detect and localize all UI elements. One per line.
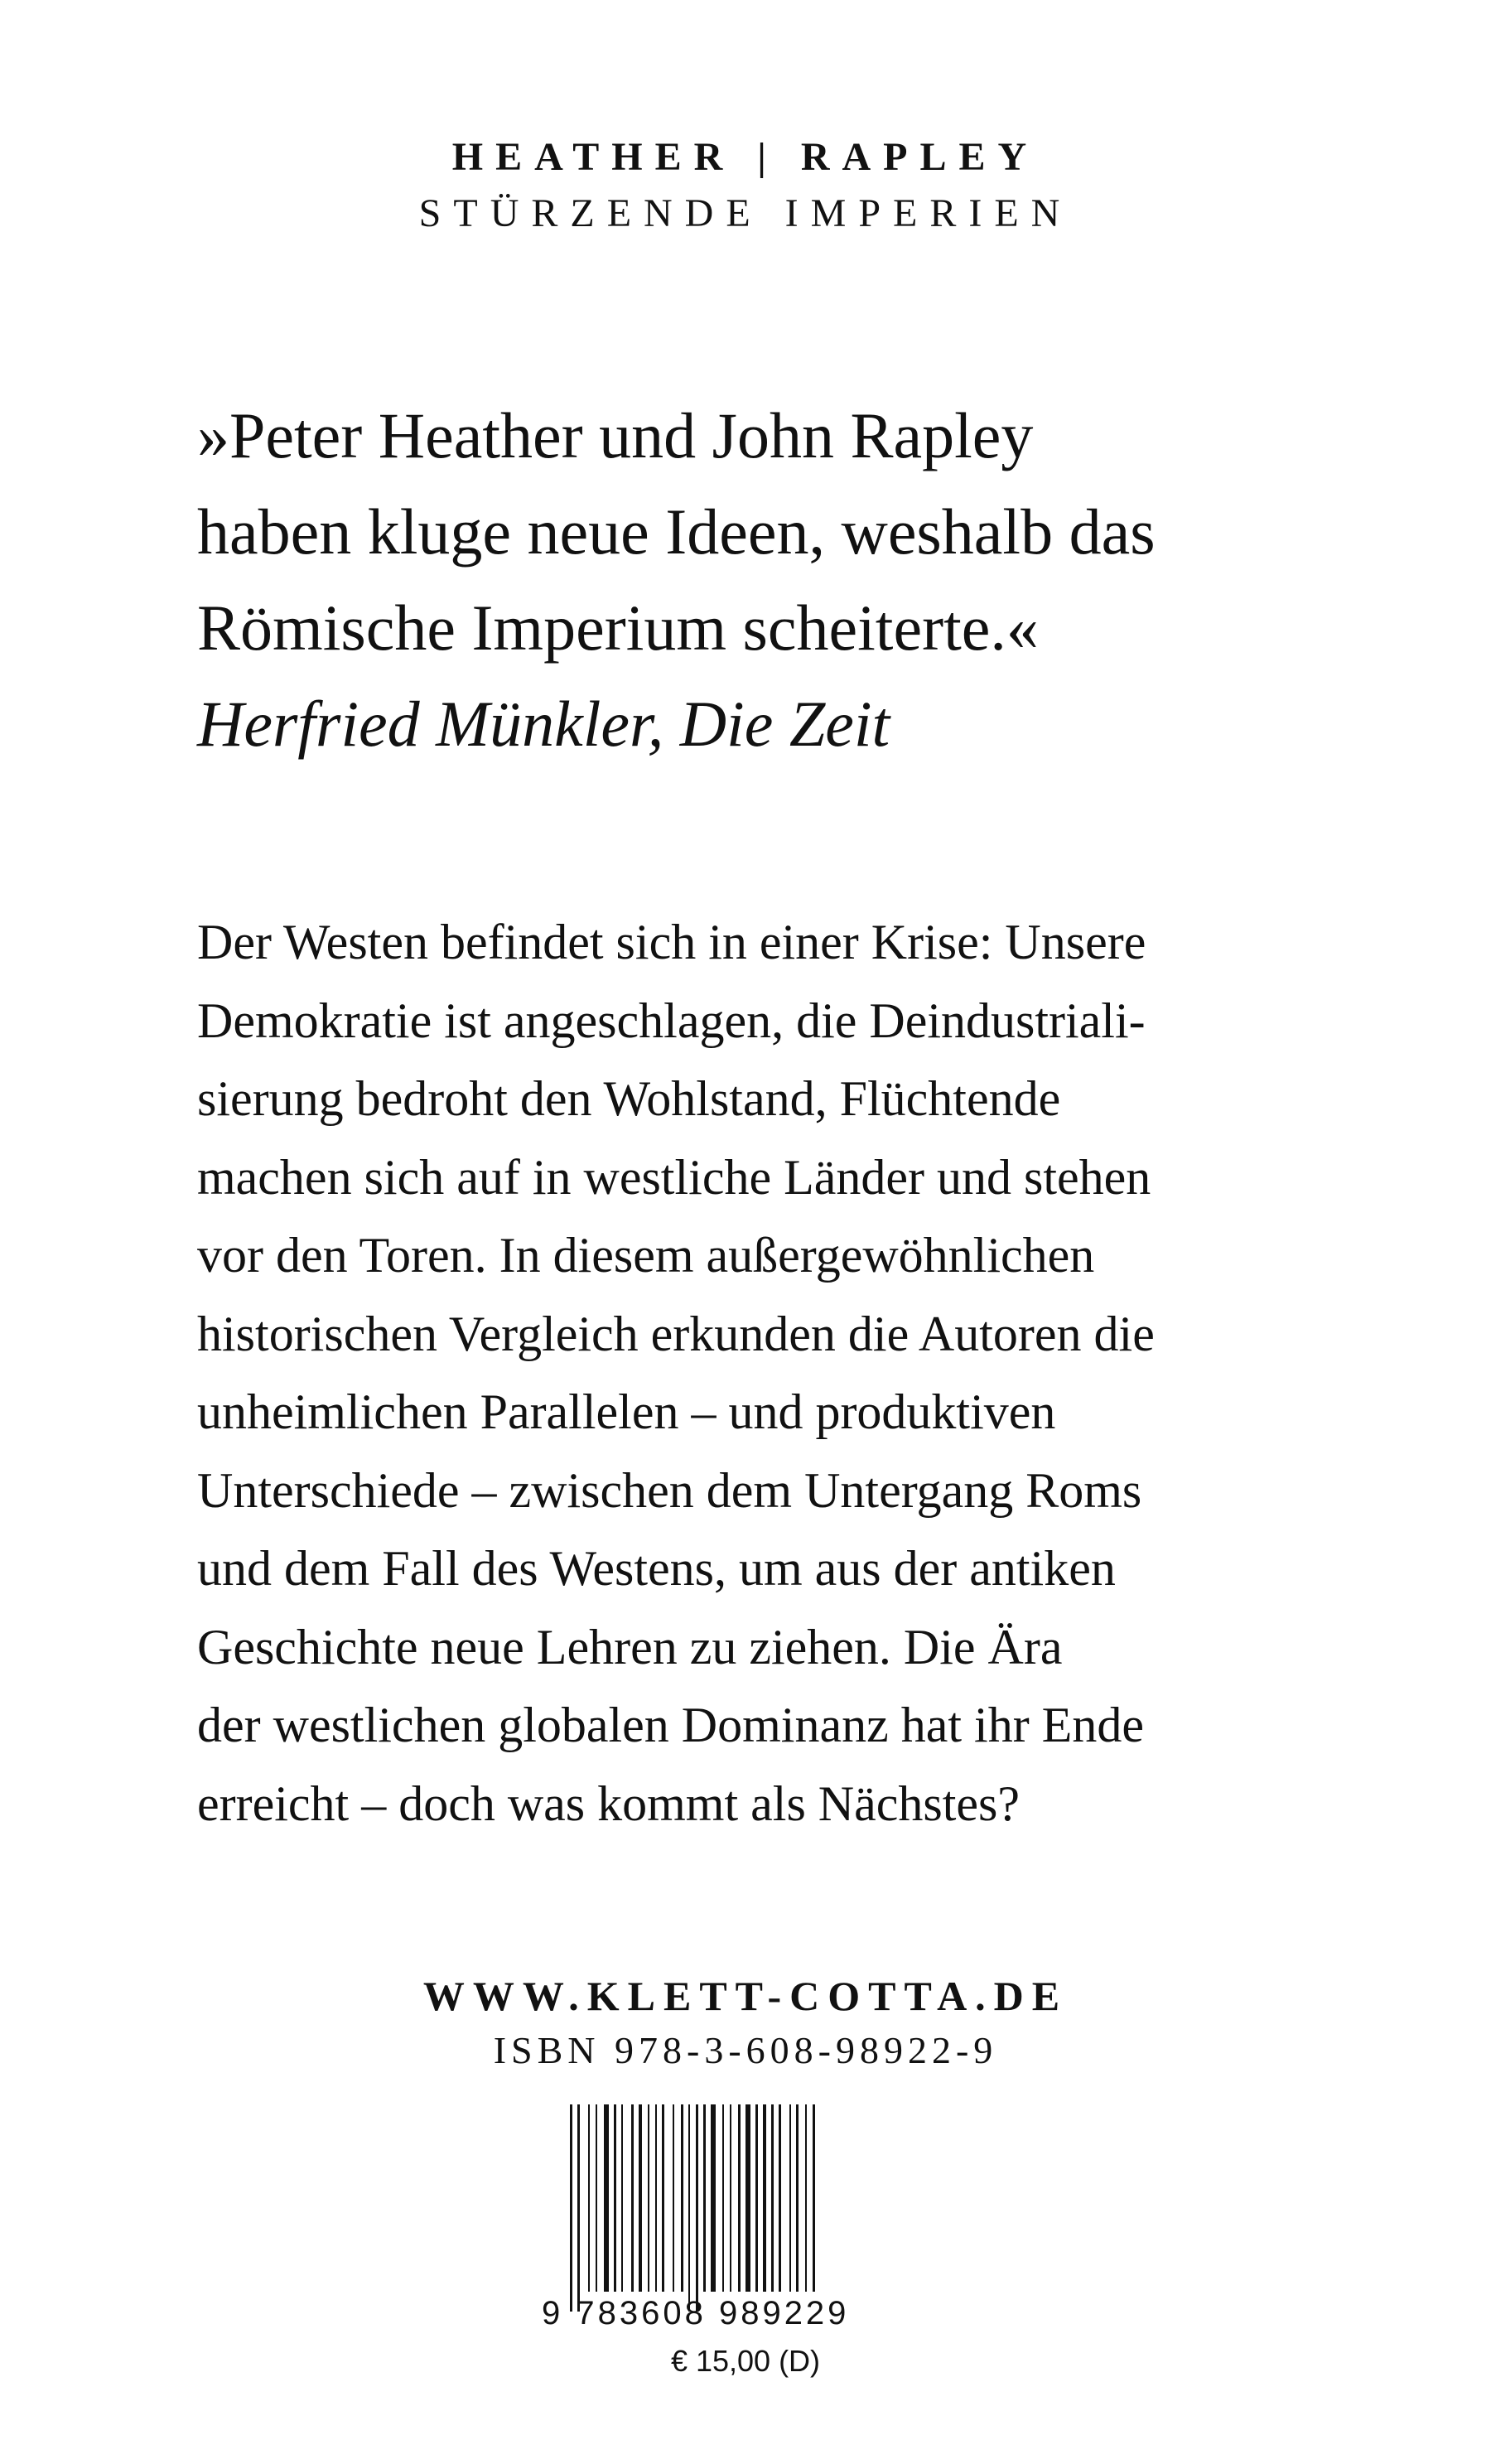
blurb-line: Demokratie ist angeschlagen, die Deindustriali-	[197, 993, 1146, 1048]
barcode-bar	[639, 2104, 642, 2292]
barcode	[542, 2104, 956, 2331]
barcode-bar	[588, 2104, 590, 2292]
quote-line: Römische Imperium scheiterte.«	[197, 592, 1039, 664]
blurb-line: und dem Fall des Westens, um aus der antiken	[197, 1541, 1116, 1596]
blurb-line: Geschichte neue Lehren zu ziehen. Die Ära	[197, 1619, 1063, 1674]
barcode-bar	[662, 2104, 664, 2292]
barcode-digits: 9 783608 989229	[542, 2295, 850, 2331]
barcode-bar	[631, 2104, 634, 2292]
blurb-line: erreicht – doch was kommt als Nächstes?	[197, 1776, 1021, 1831]
barcode-bar	[604, 2104, 609, 2292]
barcode-bar	[738, 2104, 741, 2292]
barcode-bar	[730, 2104, 731, 2292]
blurb-paragraph	[197, 903, 1423, 1843]
blurb-line: historischen Vergleich erkunden die Autoren die	[197, 1306, 1155, 1361]
barcode-bar	[688, 2104, 690, 2312]
barcode-bar	[746, 2104, 750, 2292]
barcode-bar	[789, 2104, 791, 2292]
book-title: STÜRZENDE IMPERIEN	[418, 191, 1073, 235]
barcode-bar	[805, 2104, 807, 2292]
barcode-bar	[813, 2104, 815, 2292]
barcode-bar	[796, 2104, 799, 2292]
blurb-line: der westlichen globalen Dominanz hat ihr Ende	[197, 1698, 1144, 1752]
publisher-website: WWW.KLETT-COTTA.DE	[422, 1973, 1069, 2019]
barcode-bar	[570, 2104, 572, 2312]
barcode-bar	[614, 2104, 616, 2292]
isbn-label: ISBN 978-3-608-98922-9	[493, 2029, 998, 2071]
barcode-bar	[648, 2104, 649, 2292]
barcode-bar	[681, 2104, 683, 2292]
barcode-bar	[779, 2104, 781, 2292]
blurb-line: vor den Toren. In diesem außergewöhnlichen	[197, 1228, 1095, 1283]
barcode-bar	[655, 2104, 657, 2292]
barcode-bar	[755, 2104, 758, 2292]
quote-source: Herfried Münkler, Die Zeit	[197, 688, 890, 760]
blurb-line: machen sich auf in westliche Länder und stehen	[197, 1149, 1151, 1205]
publisher-footer	[0, 1970, 1491, 2076]
blurb-line: unheimlichen Parallelen – und produktiven	[197, 1384, 1056, 1439]
barcode-bar	[621, 2104, 623, 2292]
barcode-bar	[722, 2104, 724, 2292]
authors-line: HEATHER | RAPLEY	[451, 135, 1040, 179]
barcode-bar	[673, 2104, 674, 2292]
barcode-bar	[577, 2104, 580, 2312]
cover-header	[0, 133, 1491, 239]
blurb-line: Unterschiede – zwischen dem Untergang Roms	[197, 1462, 1142, 1518]
quote-line: haben kluge neue Ideen, weshalb das	[197, 495, 1156, 568]
quote-line: »Peter Heather und John Rapley	[197, 399, 1034, 471]
blurb-line: Der Westen befindet sich in einer Krise: Unsere	[197, 915, 1146, 969]
barcode-bar	[711, 2104, 716, 2292]
barcode-bar	[696, 2104, 698, 2312]
barcode-bar	[763, 2104, 766, 2292]
price-label: € 15,00 (D)	[670, 2344, 821, 2378]
press-quote	[197, 388, 1423, 772]
barcode-bar	[596, 2104, 597, 2292]
barcode-bar	[771, 2104, 774, 2292]
barcode-bar	[703, 2104, 706, 2292]
blurb-line: sierung bedroht den Wohlstand, Flüchtende	[197, 1071, 1061, 1126]
